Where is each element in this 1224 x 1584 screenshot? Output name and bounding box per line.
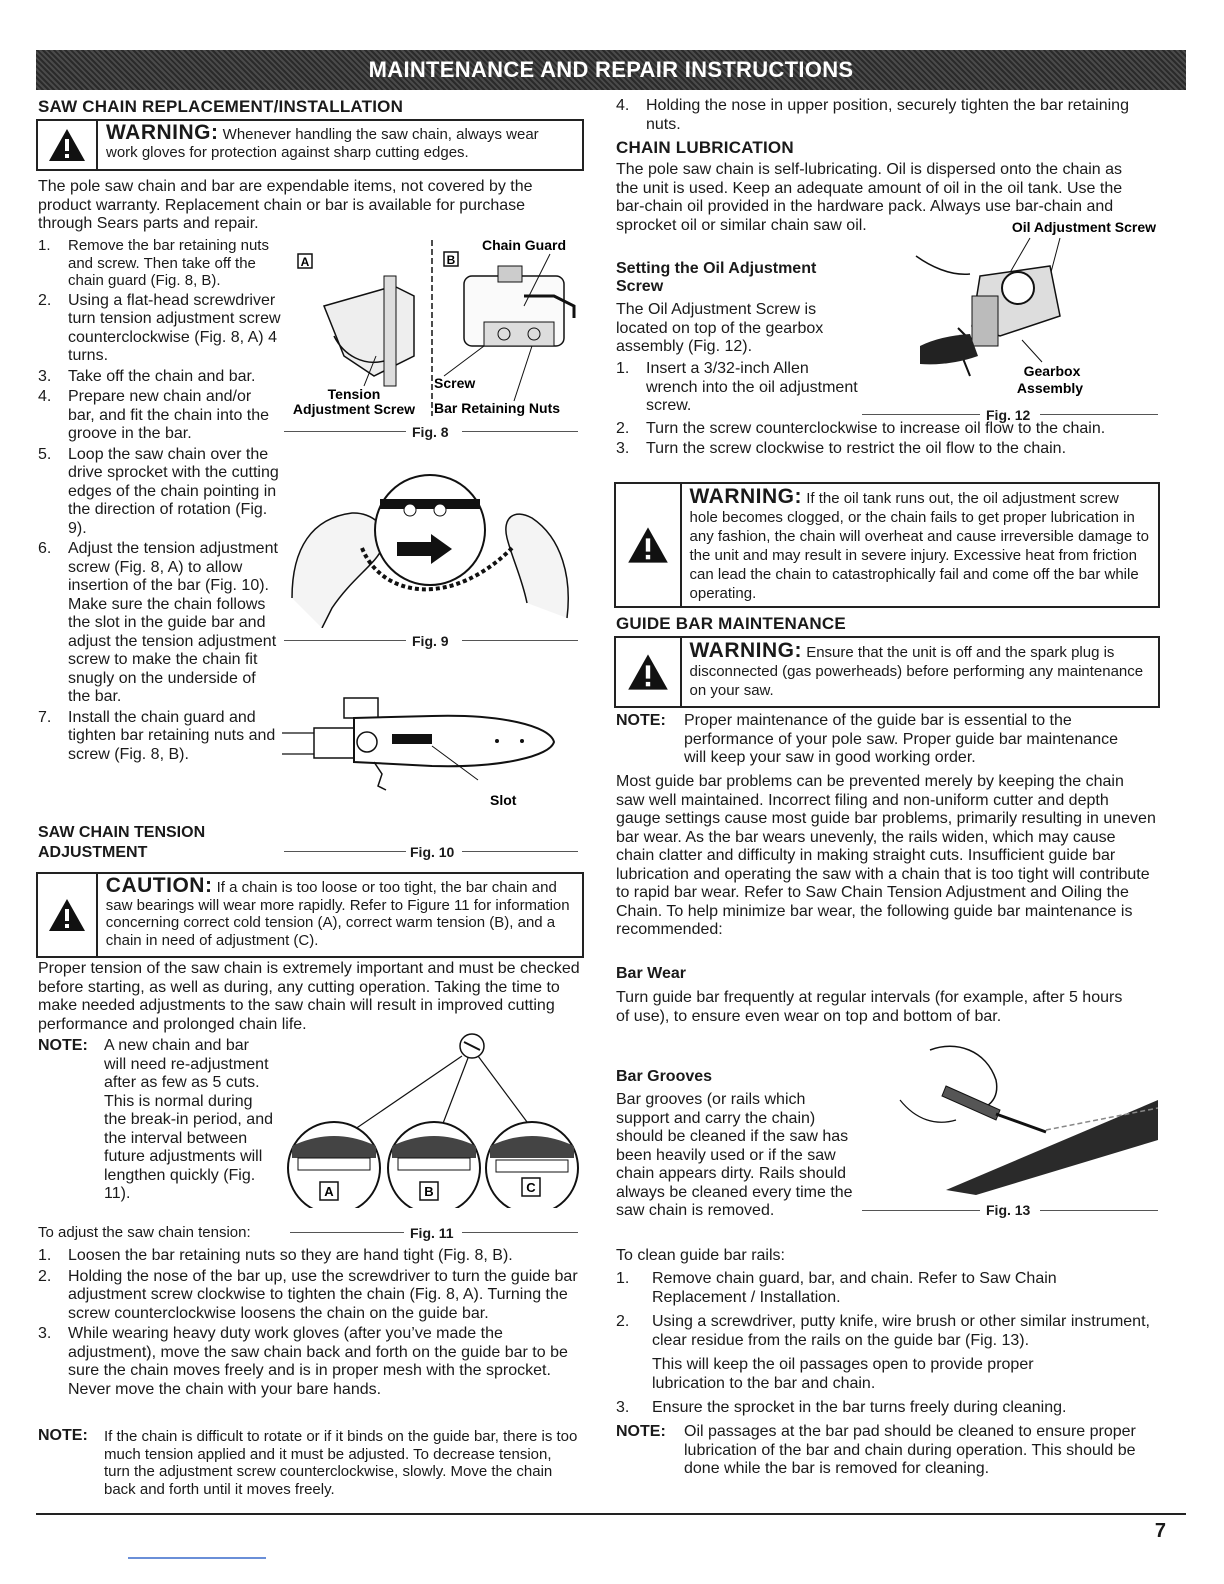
- bar-grooves-heading: Bar Grooves: [616, 1068, 713, 1085]
- note-label: NOTE:: [616, 712, 666, 729]
- fig10-caption: Fig. 10: [410, 844, 455, 860]
- lubrication-text: The pole saw chain is self-lubricating. Oil is dispersed onto the chain as the unit is used. Keep an adequate amount of oil in the oil tank. Use the bar-chain oil provided in the hardware pack. Always use bar-chain and sprocket oil or similar chain saw oil.: [616, 161, 1123, 234]
- list-item: 1. Remove chain guard, bar, and chain. Refer to Saw Chain Replacement / Installation.: [616, 1270, 1057, 1306]
- chain-lubrication-heading: CHAIN LUBRICATION: [616, 138, 794, 157]
- warning-triangle-icon: [38, 121, 98, 169]
- fig11-label-c: C: [526, 1180, 536, 1195]
- saw-chain-replacement-heading: SAW CHAIN REPLACEMENT/INSTALLATION: [38, 97, 404, 116]
- fig8-screw-label: Screw: [434, 375, 476, 391]
- fig8-adjustment-screw-label: Adjustment Screw: [292, 401, 416, 417]
- fig11-illustration: [282, 1028, 580, 1208]
- fig8-tension-label: Tension: [327, 386, 381, 402]
- list-item: 2. Holding the nose of the bar up, use the screwdriver to turn the guide bar adjustment screw clockwise to tighten the chain (Fig. 8, A). Turning the screw counterclockwise loosens the chain on the guide bar.: [38, 1267, 578, 1322]
- fig13-caption: Fig. 13: [986, 1202, 1031, 1218]
- oil-adjustment-subheading: Setting the Oil Adjustment Screw: [616, 260, 817, 295]
- fig8-chain-guard-label: Chain Guard: [481, 237, 566, 253]
- list-item: 2. Using a flat-head screwdriver turn tension adjustment screw counterclockwise (Fig. 8, A) 4 turns.: [38, 291, 281, 364]
- caution-triangle-icon: [38, 874, 98, 956]
- list-item: 3. Take off the chain and bar.: [38, 367, 256, 385]
- fig12-assembly-label: Assembly: [1016, 380, 1084, 396]
- list-item: 3. Turn the screw clockwise to restrict the oil flow to the chain.: [616, 440, 1067, 457]
- scan-artifact-line: [128, 1557, 266, 1559]
- list-item: 5. Loop the saw chain over the drive sprocket with the cutting edges of the chain pointing in the direction of rotation (Fig. 9).: [38, 445, 279, 537]
- fig8-label-a: A: [300, 255, 310, 269]
- list-item: 4. Prepare new chain and/or bar, and fit the chain into the groove in the bar.: [38, 388, 270, 442]
- page-number: 7: [1154, 1520, 1166, 1542]
- tension-adjustment-heading: SAW CHAIN TENSION ADJUSTMENT: [38, 824, 206, 861]
- warning-keyword: WARNING:: [106, 121, 219, 144]
- bar-wear-text: Turn guide bar frequently at regular intervals (for example, after 5 hours of use), to ensure even wear on top and bottom of bar.: [616, 989, 1123, 1025]
- list-item: 7. Install the chain guard and tighten bar retaining nuts and screw (Fig. 8, B).: [38, 708, 276, 763]
- warning-box-spark-plug: [614, 636, 1160, 708]
- list-item: 1. Loosen the bar retaining nuts so they are hand tight (Fig. 8, B).: [38, 1247, 513, 1264]
- bar-grooves-text: Bar grooves (or rails which support and carry the chain) should be cleaned if the saw has been heavily used or if the saw chain appears dirty. Rails should always be cleaned every time the saw chain is removed.: [616, 1091, 853, 1219]
- bar-wear-heading: Bar Wear: [616, 965, 686, 982]
- fig12-caption: Fig. 12: [986, 407, 1031, 423]
- fig11-label-b: B: [424, 1184, 434, 1199]
- fig11-caption: Fig. 11: [410, 1225, 454, 1241]
- note-new-chain: A new chain and bar will need re-adjustment after as few as 5 cuts. This is normal during the break-in period, and the interval between future adjustments will lengthen quickly (Fig. 11).: [104, 1037, 273, 1202]
- list-item: 1. Insert a 3/32-inch Allen wrench into the oil adjustment screw.: [616, 360, 858, 414]
- fig13-illustration: [896, 1030, 1158, 1200]
- fig11-label-a: A: [324, 1184, 334, 1199]
- fig11-circle-b: [388, 1122, 480, 1208]
- list-item: 6. Adjust the tension adjustment screw (Fig. 8, A) to allow insertion of the bar (Fig. 10). Make sure the chain follows the slot in the guide bar and adjust the tension adjustment screw to make the chain fit snugly on the underside of the bar.: [38, 540, 278, 705]
- caution-keyword: CAUTION:: [105, 874, 213, 897]
- replacement-steps: [38, 237, 282, 764]
- to-adjust-label: To adjust the saw chain tension:: [38, 1224, 251, 1241]
- list-item: 2. Using a screwdriver, putty knife, wire brush or other similar instrument, clear residue from the rails on the guide bar (Fig. 13).: [616, 1313, 1150, 1349]
- section-banner: MAINTENANCE AND REPAIR INSTRUCTIONS: [36, 50, 1186, 90]
- to-clean-label: To clean guide bar rails:: [616, 1247, 785, 1264]
- list-item: 2. Turn the screw counterclockwise to increase oil flow to the chain.: [616, 419, 1106, 437]
- warning-triangle-icon: [616, 638, 682, 706]
- warning-triangle-icon: [616, 484, 682, 606]
- note2-label: NOTE:: [38, 1427, 88, 1444]
- warning-text: Whenever handling the saw chain, always wear work gloves for protection against sharp cutting edges.: [106, 126, 539, 161]
- fig12-illustration: [860, 216, 1160, 412]
- note2-label: NOTE:: [616, 1423, 666, 1440]
- note-chain-binding: If the chain is difficult to rotate or if it binds on the guide bar, there is too much tension applied and it must be adjusted. To decrease tension, turn the adjustment screw counterclockwise, slowly. Move the chain back and forth until it moves freely.: [104, 1428, 578, 1498]
- warning-text: Ensure that the unit is off and the spark plug is disconnected (gas powerheads) before performing any maintenance on your saw.: [689, 644, 1144, 699]
- oil-adjustment-text: The Oil Adjustment Screw is located on top of the gearbox assembly (Fig. 12).: [616, 301, 824, 355]
- fig12-gearbox-label: Gearbox: [1023, 363, 1081, 379]
- tension-intro: Proper tension of the saw chain is extremely important and must be checked before starting, as well as during, any cutting operation. Taking the time to make needed adjustments to the saw chain will result in improved cutting performance and prolonged chain life.: [38, 960, 580, 1033]
- replacement-intro: The pole saw chain and bar are expendable items, not covered by the product warranty. Replacement chain or bar is available for purchase through Sears parts and repair.: [38, 178, 533, 232]
- tension-steps: [38, 1247, 578, 1399]
- fig8-bar-nuts-label: Bar Retaining Nuts: [434, 400, 561, 416]
- caution-text: If a chain is too loose or too tight, the bar chain and saw bearings will wear more rapidly. Refer to Figure 11 for information concerning correct cold tension (A), correct warm tension (B), and a chain in need of adjustment (C).: [105, 879, 570, 949]
- cleaning-steps: [616, 1270, 1156, 1418]
- fig8-illustration: [284, 236, 580, 436]
- warning-box-gloves: [36, 119, 584, 171]
- list-item: 1. Remove the bar retaining nuts and screw. Then take off the chain guard (Fig. 8, B).: [38, 237, 269, 289]
- warning-keyword: WARNING:: [689, 485, 803, 508]
- footer-rule: [36, 1513, 1186, 1515]
- note-label: NOTE:: [38, 1037, 88, 1054]
- fig12-oil-screw-label: Oil Adjustment Screw: [1011, 219, 1156, 235]
- fig9-caption: Fig. 9: [412, 633, 449, 649]
- guide-bar-heading: GUIDE BAR MAINTENANCE: [616, 614, 846, 633]
- note-oil-passages: Oil passages at the bar pad should be cleaned to ensure proper lubrication of the bar and chain during operation. This should be done while the bar is removed for cleaning.: [684, 1423, 1136, 1477]
- list-item: 3. Ensure the sprocket in the bar turns freely during cleaning.: [616, 1399, 1067, 1416]
- warning-box-oil: [614, 482, 1160, 608]
- fig11-circle-c: [486, 1122, 578, 1208]
- fig10-illustration: [282, 690, 580, 820]
- fig11-circle-a: [288, 1122, 380, 1208]
- right-step-4: [616, 97, 1156, 134]
- warning-text: If the oil tank runs out, the oil adjustment screw hole becomes clogged, or the chain fails to get proper lubrication in any fashion, the chain will overheat and cause irreversible damage to the unit and may result in severe injury. Excessive heat from friction can lead the chain to catastrophically fail and come off the bar while operating.: [689, 490, 1149, 602]
- note-guide-bar: Proper maintenance of the guide bar is essential to the performance of your pole saw. Proper guide bar maintenance will keep your saw in good working order.: [684, 712, 1119, 766]
- fig8-caption: Fig. 8: [412, 424, 449, 440]
- fig9-illustration: [282, 468, 580, 628]
- list-item: 4. Holding the nose in upper position, securely tighten the bar retaining nuts.: [616, 97, 1129, 133]
- warning-keyword: WARNING:: [689, 639, 803, 662]
- guide-bar-text: Most guide bar problems can be prevented merely by keeping the chain saw well maintained. Incorrect filing and non-uniform cutter and depth gauge settings cause most guide bar problems, primarily resulting in uneven bar wear. As the bar wears unevenly, the rails widen, which may cause chain clatter and difficulty in making straight cuts. Insufficient guide bar lubrication and operating the saw with a chain that is too tight will contribute to rapid bar wear. Refer to Saw Chain Tension Adjustment and Oiling the Chain. To help minimize bar wear, the following guide bar maintenance is recommended:: [616, 773, 1156, 938]
- list-item: This will keep the oil passages open to provide proper lubrication to the bar and chain.: [652, 1356, 1034, 1392]
- list-item: 3. While wearing heavy duty work gloves (after you’ve made the adjustment), move the saw chain back and forth on the guide bar to be sure the chain moves freely and is in proper mesh with the sprocket. Never move the chain with your bare hands.: [38, 1325, 568, 1398]
- fig8-label-b: B: [446, 253, 456, 267]
- caution-box-tension: [36, 872, 584, 958]
- fig10-slot-label: Slot: [490, 792, 517, 808]
